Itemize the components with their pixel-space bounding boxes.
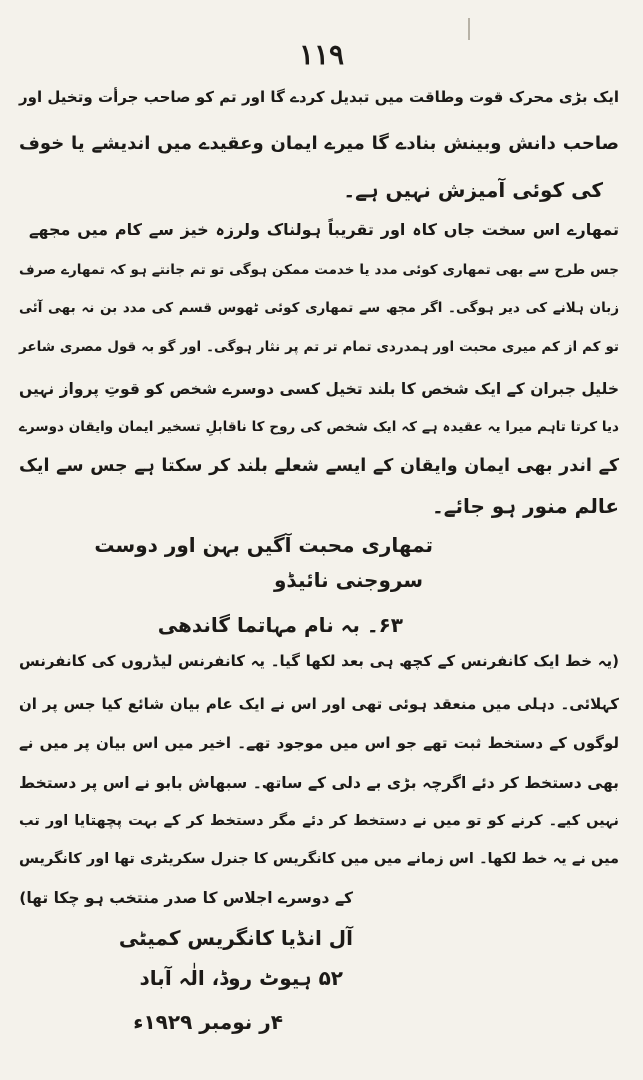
body-line: صاحب دانش وبینش بنادے گا میرے ایمان وعقیدے میں اندیشے یا خوف xyxy=(19,133,619,154)
body-line: کی کوئی آمیزش نہیں ہے۔ xyxy=(343,178,603,202)
body-line: خلیل جبران کے ایک شخص کا بلند تخیل کسی دوسرے شخص کو قوتِ پرواز نہیں xyxy=(19,380,619,398)
body-line: تو کم از کم میری محبت اور ہمدردی تمام تر تم پر نثار ہوگی۔ اور گو بہ قول مصری شاعر xyxy=(19,339,619,355)
letter-closing: تمھاری محبت آگیں بہن اور دوست xyxy=(94,533,433,557)
note-line: کہلائی۔ دہلی میں منعقد ہوئی تھی اور اس نے ایک عام بیان شائع کیا جس پر ان xyxy=(19,695,619,713)
body-line: تمھارے اس سخت جاں کاہ اور تقریباً ہولناک ولرزہ خیز سے کام میں مجھے xyxy=(29,220,619,239)
letter-date: ۴ر نومبر ۱۹۲۹ء xyxy=(133,1010,283,1034)
letter-heading: ۶۳۔ بہ نام مہاتما گاندھی xyxy=(157,613,403,637)
note-line: کے دوسرے اجلاس کا صدر منتخب ہو چکا تھا) xyxy=(19,889,353,907)
body-line: ایک بڑی محرک قوت وطاقت میں تبدیل کردے گا اور تم کو صاحب جرأت وتخیل اور xyxy=(19,88,619,106)
letter-signature: سروجنی نائیڈو xyxy=(274,568,423,592)
body-line: زبان ہلانے کی دیر ہوگی۔ اگر مجھ سے تمھاری کوئی ٹھوس قسم کی مدد بن نہ بھی آئی xyxy=(19,300,619,316)
body-line: کے اندر بھی ایمان وایقان کے ایسے شعلے بلند کر سکتا ہے جس سے ایک xyxy=(19,456,619,476)
page-number: ۱۱۹ xyxy=(298,38,345,71)
note-line: (یہ خط ایک کانفرنس کے کچھ ہی بعد لکھا گیا۔ یہ کانفرنس لیڈروں کی کانفرنس xyxy=(19,652,619,670)
body-line: دیا کرتا تاہم میرا یہ عقیدہ ہے کہ ایک شخص کی روح کا ناقابلِ تسخیر ایمان وایقان دوسرے xyxy=(19,419,619,435)
page-edge-mark xyxy=(468,18,470,40)
body-line: عالم منور ہو جائے۔ xyxy=(432,494,619,518)
letterhead-organization: آل انڈیا کانگریس کمیٹی xyxy=(118,926,353,950)
note-line: بھی دستخط کر دئے اگرچہ بڑی بے دلی کے ساتھ۔ سبھاش بابو نے اس پر دستخط xyxy=(19,774,619,792)
body-line: جس طرح سے بھی تمھاری کوئی مدد یا خدمت ممکن ہوگی تو تم جانتے ہو کہ تمھارے صرف xyxy=(19,262,619,278)
letterhead-address: ۵۲ ہیوٹ روڈ، الٰہ آباد xyxy=(139,966,343,990)
note-line: میں نے یہ خط لکھا۔ اس زمانے میں میں کانگریس کا جنرل سکریٹری تھا اور کانگریس xyxy=(19,851,619,867)
note-line: نہیں کیے۔ کرنے کو تو میں نے دستخط کر دئے مگر دستخط کر کے بہت پچھتایا اور تب xyxy=(19,813,619,829)
note-line: لوگوں کے دستخط ثبت تھے جو اس میں موجود تھے۔ اخیر میں اس بیان پر میں نے xyxy=(19,734,619,752)
